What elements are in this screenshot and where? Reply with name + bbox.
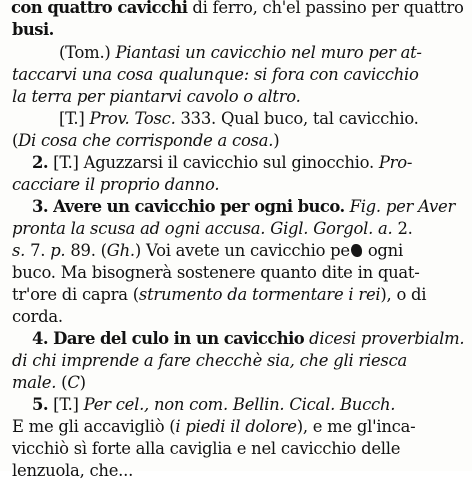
italic-text: dicesi proverbialm. (304, 329, 465, 348)
bold-headword: 4. Dare del culo in un cavicchio (32, 329, 305, 348)
text-run: ( (12, 131, 19, 150)
italic-text: Pro- (378, 153, 413, 172)
italic-text: la terra per piantarvi cavolo o altro. (12, 87, 301, 106)
text-run: (Tom.) (59, 43, 116, 62)
text-run: ) (79, 373, 86, 392)
text-line (32, 152, 412, 174)
text-line (59, 108, 419, 130)
text-run: ogni (362, 241, 403, 260)
text-run: vicchiò sì forte alla caviglia e nel cavicchio delle (12, 439, 401, 458)
text-line (32, 328, 464, 350)
text-line (12, 174, 219, 196)
italic-text: pronta la scusa ad ogni accusa. Gigl. Gorgol. a. (12, 219, 393, 238)
text-run: buco. Ma bisognerà sostenere quanto dite in quat- (12, 263, 420, 282)
text-line (12, 240, 403, 262)
bold-headword: 5. (32, 395, 54, 414)
text-line (12, 438, 400, 460)
text-line (59, 42, 422, 64)
italic-text: Di cosa che corrisponde a cosa. (18, 131, 274, 150)
text-line (12, 284, 426, 306)
text-line (12, 64, 419, 86)
text-line (12, 460, 133, 482)
text-run: ), o di (380, 285, 427, 304)
bold-headword: busi. (12, 20, 54, 39)
text-line (12, 130, 279, 152)
text-run: di ferro, ch'el passino per quattro (187, 0, 464, 17)
text-run: lenzuola, che... (12, 461, 134, 480)
italic-text: Gh. (106, 241, 135, 260)
ink-blot-icon (351, 244, 362, 257)
text-line (12, 19, 54, 41)
text-run: [T.] Aguzzarsi il cavicchio sul ginocchio. (53, 153, 379, 172)
italic-text: C (67, 373, 80, 392)
text-line (11, 0, 464, 19)
text-run: [T.] (59, 109, 90, 128)
italic-text: Piantasi un cavicchio nel muro per at- (115, 43, 422, 62)
text-run: 2. (392, 219, 413, 238)
italic-text: di chi imprende a fare checchè sia, che gli riesca (12, 351, 408, 370)
italic-text: cacciare il proprio danno. (12, 175, 220, 194)
text-line (12, 218, 413, 240)
text-run: corda. (12, 307, 63, 326)
text-line (12, 372, 86, 394)
italic-text: taccarvi una cosa qualunque: si fora con cavicchio (12, 65, 419, 84)
text-run: 89. ( (65, 241, 107, 260)
text-run: ) Voi avete un cavicchio pe (134, 241, 350, 260)
italic-text: strumento da tormentare i rei (138, 285, 381, 304)
text-line (12, 306, 63, 328)
italic-text: i piedi il dolore (175, 417, 297, 436)
text-run: 333. Qual buco, tal cavicchio. (175, 109, 419, 128)
text-line (12, 86, 301, 108)
italic-text: p. (50, 241, 66, 260)
text-line (32, 394, 395, 416)
text-run: [T.] (53, 395, 84, 414)
text-run: E me gli accavigliò ( (12, 417, 176, 436)
text-line (12, 262, 420, 284)
text-line (32, 196, 455, 218)
text-line (12, 350, 407, 372)
italic-text: s. (12, 241, 26, 260)
text-run: ( (56, 373, 68, 392)
text-line (12, 416, 415, 438)
bold-headword: 3. Avere un cavicchio per ogni buco. (32, 197, 345, 216)
text-run: tr'ore di capra ( (12, 285, 139, 304)
text-run: 7. (25, 241, 51, 260)
italic-text: Fig. per Aver (344, 197, 456, 216)
text-run: ), e me gl'inca- (296, 417, 416, 436)
bold-headword: con quattro cavicchi (11, 0, 188, 17)
italic-text: Prov. Tosc. (89, 109, 176, 128)
italic-text: male. (12, 373, 57, 392)
bold-headword: 2. (32, 153, 54, 172)
text-run: ) (273, 131, 280, 150)
italic-text: Per cel., non com. Bellin. Cical. Bucch. (83, 395, 396, 414)
